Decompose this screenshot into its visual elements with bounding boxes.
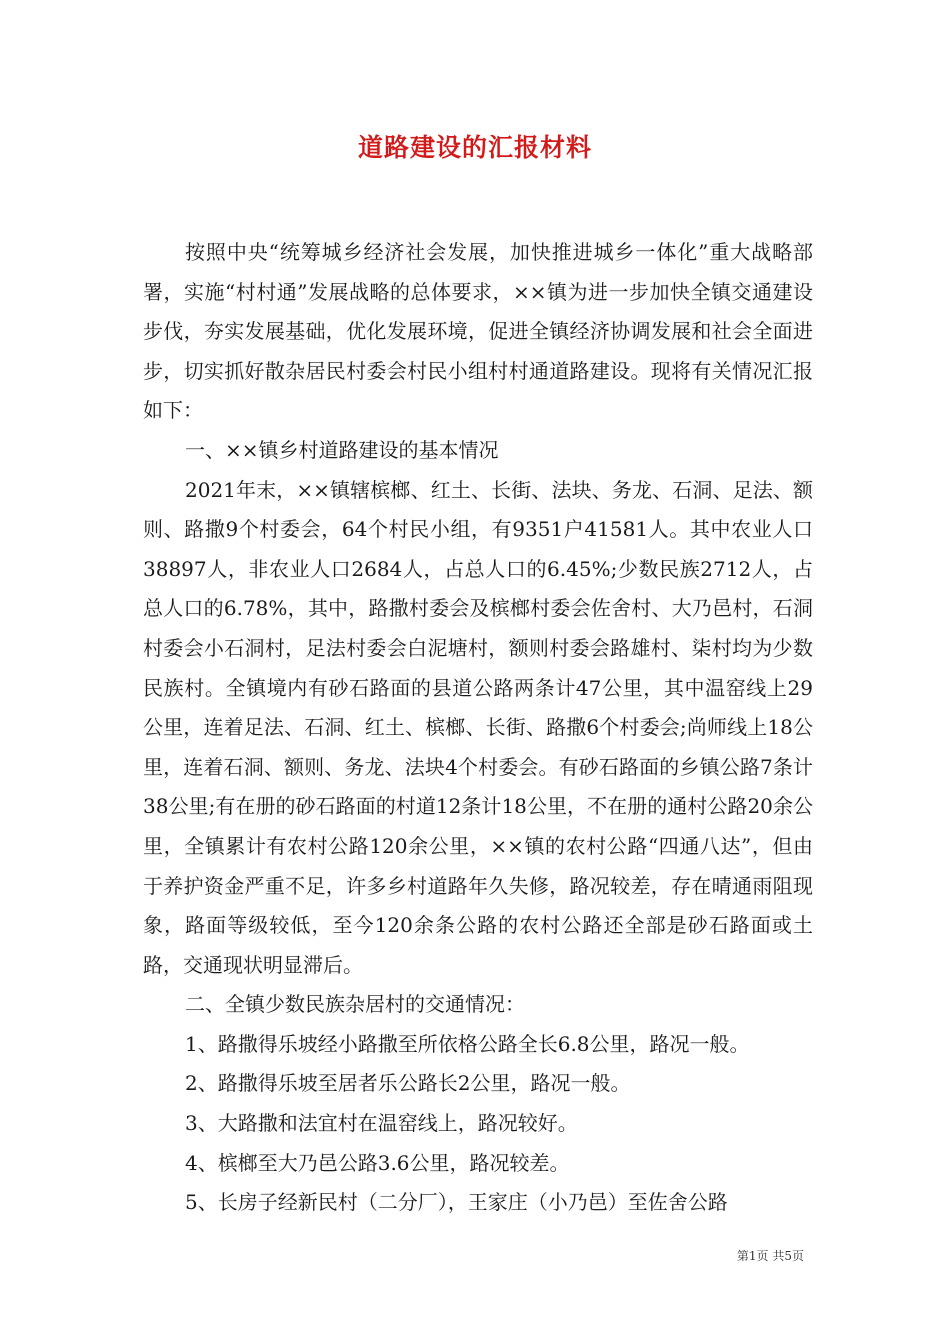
paragraph-intro: 按照中央“统筹城乡经济社会发展，加快推进城乡一体化”重大战略部署，实施“村村通”发展战略的总体要求，××镇为进一步加快全镇交通建设步伐，夯实发展基础，优化发展环境，促进全镇经济协调发展和社会全面进步，切实抓好散杂居民村委会村民小组村村通道路建设。现将有关情况汇报如下： [143,240,813,423]
list-item-5: 5、长房子经新民村（二分厂），王家庄（小乃邑）至佐舍公路 [185,1190,728,1215]
paragraph-basic-situation: 2021年末，××镇辖槟榔、红土、长街、法块、务龙、石洞、足法、额则、路撒9个村委会，64个村民小组，有9351户41581人。其中农业人口38897人，非农业人口2684人，占总人口的6.45%;少数民族2712人，占总人口的6.78%，其中，路撒村委会及槟榔村委会佐舍村、大乃邑村，石洞村委会小石洞村，足法村委会白泥塘村，额则村委会路雄村、柒村均为少数民族村。全镇境内有砂石路面的县道公路两条计47公里，其中温窑线上29公里，连着足法、石洞、红土、槟榔、长街、路撒6个村委会;尚师线上18公里，连着石洞、额则、务龙、法块4个村委会。有砂石路面的乡镇公路7条计38公里;有在册的砂石路面的村道12条计18公里，不在册的通村公路20余公里，全镇累计有农村公路120余公里，××镇的农村公路“四通八达”，但由于养护资金严重不足，许多乡村道路年久失修，路况较差，存在晴通雨阻现象，路面等级较低，至今120余条公路的农村公路还全部是砂石路面或土路，交通现状明显滞后。 [143,477,813,977]
section-heading-1: 一、××镇乡村道路建设的基本情况 [185,437,499,462]
section-heading-2: 二、全镇少数民族杂居村的交通情况： [185,992,525,1017]
page-number-footer: 第1页 共5页 [736,1249,804,1263]
list-item-4: 4、槟榔至大乃邑公路3.6公里，路况较差。 [185,1150,570,1175]
list-item-1: 1、路撒得乐坡经小路撒至所依格公路全长6.8公里，路况一般。 [185,1031,750,1056]
list-item-2: 2、路撒得乐坡至居者乐公路长2公里，路况一般。 [185,1071,631,1096]
document-body [143,233,813,1223]
list-item-3: 3、大路撒和法宜村在温窑线上，路况较好。 [185,1111,578,1136]
document-title: 道路建设的汇报材料 [357,133,592,162]
